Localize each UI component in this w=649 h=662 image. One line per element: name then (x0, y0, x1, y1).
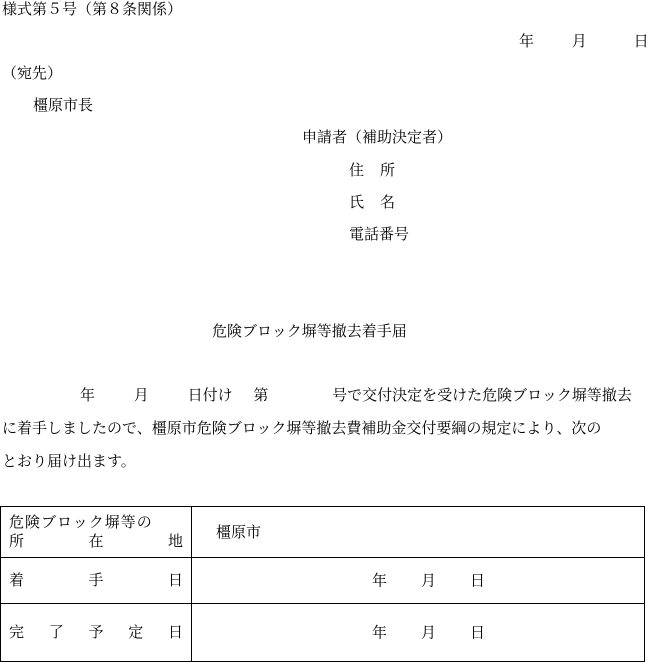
start-date-label-cell (1, 558, 192, 604)
completion-date-char-3: 予 (88, 623, 104, 641)
body-line-1 (80, 388, 632, 403)
body-year: 年 (80, 386, 96, 404)
start-date-year: 年 (372, 571, 388, 589)
completion-date-char-5: 日 (167, 623, 183, 641)
applicant-heading: 申請者（補助決定者） (302, 128, 453, 146)
completion-date-value[interactable] (192, 604, 645, 662)
body-line-2: に着手しましたので、橿原市危険ブロック塀等撤去費補助金交付要綱の規定により、次の (2, 419, 602, 437)
applicant-phone-label: 電話番号 (349, 225, 410, 243)
date-year: 年 (519, 32, 535, 50)
table-row-completion-date (1, 604, 645, 662)
body-month: 月 (133, 386, 149, 404)
form-number: 様式第５号（第８条関係） (2, 0, 183, 18)
construction-info-table (0, 506, 645, 662)
start-date-day: 日 (470, 571, 486, 589)
completion-date-label-cell (1, 604, 192, 662)
body-decision-text: 号で交付決定を受けた危険ブロック塀等撤去 (332, 386, 632, 404)
start-date-char-1: 着 (9, 571, 25, 589)
table-row-location (1, 507, 645, 558)
date-day: 日 (633, 32, 649, 50)
location-label-cell (1, 507, 192, 558)
addressee: 橿原市長 (33, 96, 94, 114)
start-date-char-3: 日 (167, 571, 183, 589)
completion-date-char-2: 了 (48, 623, 64, 641)
location-label-char-1: 所 (9, 532, 25, 550)
body-date-suffix: 日付け (187, 386, 233, 404)
completion-date-year: 年 (372, 623, 388, 641)
submission-date (519, 34, 649, 49)
start-date-value[interactable] (192, 558, 645, 604)
body-number-prefix: 第 (253, 386, 269, 404)
location-label-char-2: 在 (88, 532, 104, 550)
applicant-address-label: 住所 (349, 161, 412, 179)
start-date-label (9, 573, 183, 588)
location-label-char-3: 地 (167, 532, 183, 550)
location-value[interactable]: 橿原市 (192, 507, 645, 558)
date-month: 月 (571, 32, 587, 50)
body-line-3: とおり届け出ます。 (2, 452, 136, 470)
completion-date-char-1: 完 (9, 623, 25, 641)
completion-date-month: 月 (421, 623, 437, 641)
applicant-name-label: 氏名 (349, 193, 412, 211)
completion-date-char-4: 定 (128, 623, 144, 641)
start-date-month: 月 (421, 571, 437, 589)
document-title: 危険ブロック塀等撤去着手届 (212, 322, 407, 340)
completion-date-label (9, 625, 183, 640)
location-label-line1: 危険ブロック塀等の (9, 513, 153, 531)
completion-date-day: 日 (470, 623, 486, 641)
table-row-start-date (1, 558, 645, 604)
addressee-label: （宛先） (2, 64, 63, 82)
location-label-line2 (9, 534, 183, 549)
start-date-char-2: 手 (88, 571, 104, 589)
